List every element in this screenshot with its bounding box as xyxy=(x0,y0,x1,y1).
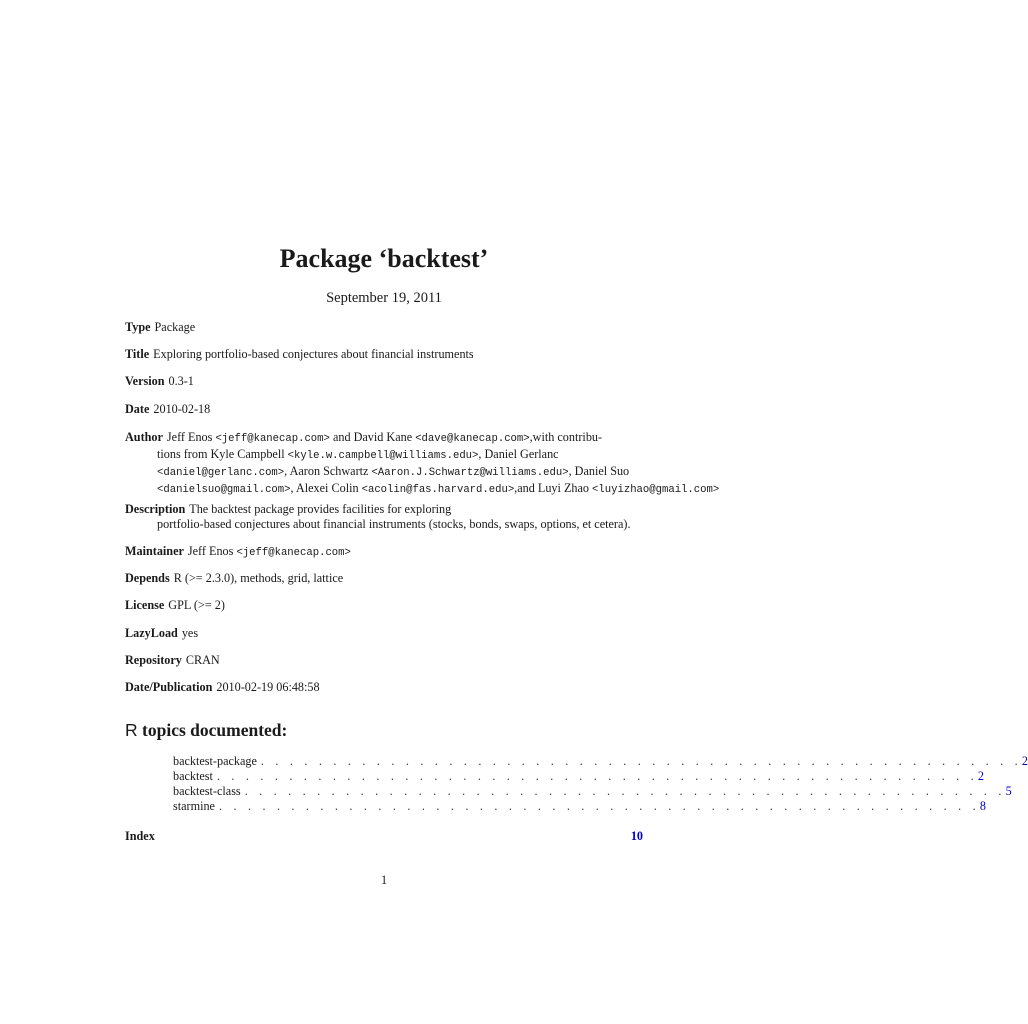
field-key: Maintainer xyxy=(125,544,184,558)
field-lazyload xyxy=(125,626,725,641)
toc-entry-name: backtest-class xyxy=(173,784,241,798)
author-text: ,and Luyi Zhao xyxy=(514,481,593,495)
field-key: License xyxy=(125,598,165,612)
author-text: , Aaron Schwartz xyxy=(284,464,372,478)
author-email: <dave@kanecap.com> xyxy=(415,433,530,445)
author-email: <luyizhao@gmail.com> xyxy=(592,484,720,496)
field-value: Exploring portfolio-based conjectures about financial instruments xyxy=(153,347,474,361)
index-page-link[interactable]: 10 xyxy=(630,829,643,843)
field-version xyxy=(125,374,725,389)
index-label: Index xyxy=(125,829,155,843)
field-repository xyxy=(125,653,725,668)
author-email: <jeff@kanecap.com> xyxy=(215,433,330,445)
page-title: Package ‘backtest’ xyxy=(279,244,489,273)
r-logo-text: R xyxy=(125,720,138,740)
toc-heading xyxy=(125,720,287,741)
field-license xyxy=(125,598,725,613)
toc-page-link[interactable]: 5 xyxy=(1005,784,1012,798)
field-key: Title xyxy=(125,347,150,361)
field-value: GPL (>= 2) xyxy=(168,598,225,612)
author-text: Jeff Enos xyxy=(166,430,216,444)
toc-entry-backtest-class[interactable] xyxy=(173,784,1012,799)
author-email: <Aaron.J.Schwartz@williams.edu> xyxy=(371,467,569,479)
field-value: Jeff Enos xyxy=(187,544,237,558)
field-key: Depends xyxy=(125,571,170,585)
toc-leader-dots: . . . . . . . . . . . . . . . . . . . . . . . . . . . . . . . . . . . . . . . . . . . . . . . . . . . . . xyxy=(244,784,1006,798)
field-author xyxy=(125,430,745,498)
author-email: <acolin@fas.harvard.edu> xyxy=(361,484,515,496)
field-value: yes xyxy=(181,626,199,640)
author-text: , Alexei Colin xyxy=(290,481,362,495)
author-text: , Daniel Gerlanc xyxy=(478,447,559,461)
toc-entry-starmine[interactable] xyxy=(173,799,986,814)
field-key: Author xyxy=(125,430,163,444)
field-maintainer xyxy=(125,544,725,561)
field-value: Package xyxy=(154,320,196,334)
toc-entry-backtest-package[interactable] xyxy=(173,754,1028,769)
author-line-3 xyxy=(125,464,745,481)
author-email: <danielsuo@gmail.com> xyxy=(157,484,291,496)
field-value: 2010-02-18 xyxy=(153,402,211,416)
field-key: Type xyxy=(125,320,151,334)
author-email: <daniel@gerlanc.com> xyxy=(157,467,285,479)
field-value: 0.3-1 xyxy=(168,374,194,388)
description-line-1: The backtest package provides facilities for exploring xyxy=(189,502,452,516)
toc-entry-name: backtest-package xyxy=(173,754,257,768)
author-text: and David Kane xyxy=(329,430,416,444)
field-key: Date/Publication xyxy=(125,680,213,694)
field-value: CRAN xyxy=(185,653,220,667)
author-text: ,with contribu- xyxy=(529,430,603,444)
toc-index-entry[interactable] xyxy=(125,829,643,844)
author-email: <kyle.w.campbell@williams.edu> xyxy=(287,450,479,462)
toc-page-link[interactable]: 2 xyxy=(1021,754,1028,768)
toc-leader-dots: . . . . . . . . . . . . . . . . . . . . . . . . . . . . . . . . . . . . . . . . . . . . . . . . . . . . . xyxy=(216,769,978,783)
field-key: Description xyxy=(125,502,186,516)
toc-heading-text: topics documented: xyxy=(137,720,288,740)
field-key: Date xyxy=(125,402,150,416)
toc-entry-name: starmine xyxy=(173,799,215,813)
toc-entry-backtest[interactable] xyxy=(173,769,984,784)
toc-entry-name: backtest xyxy=(173,769,213,783)
author-line-2 xyxy=(125,447,745,464)
author-text: , Daniel Suo xyxy=(568,464,630,478)
field-publication xyxy=(125,680,725,695)
page-number: 1 xyxy=(380,873,388,887)
author-line-4 xyxy=(125,481,745,498)
toc-list xyxy=(173,754,1028,814)
author-text: tions from Kyle Campbell xyxy=(157,447,288,461)
field-description xyxy=(125,502,745,532)
maintainer-email: <jeff@kanecap.com> xyxy=(236,547,351,559)
field-key: LazyLoad xyxy=(125,626,178,640)
field-depends xyxy=(125,571,725,586)
field-value: 2010-02-19 06:48:58 xyxy=(216,680,320,694)
field-key: Repository xyxy=(125,653,182,667)
field-title xyxy=(125,347,725,362)
toc-leader-dots: . . . . . . . . . . . . . . . . . . . . . . . . . . . . . . . . . . . . . . . . . . . . . . . . . . . . . xyxy=(218,799,980,813)
field-key: Version xyxy=(125,374,165,388)
toc-page-link[interactable]: 2 xyxy=(977,769,984,783)
field-date xyxy=(125,402,725,417)
description-line-2: portfolio-based conjectures about financial instruments (stocks, bonds, swaps, options, et cetera). xyxy=(157,517,631,531)
page-date: September 19, 2011 xyxy=(326,290,442,306)
field-value: R (>= 2.3.0), methods, grid, lattice xyxy=(173,571,344,585)
field-type xyxy=(125,320,725,335)
toc-leader-dots: . . . . . . . . . . . . . . . . . . . . . . . . . . . . . . . . . . . . . . . . . . . . . . . . . . . . . xyxy=(260,754,1022,768)
toc-page-link[interactable]: 8 xyxy=(979,799,986,813)
